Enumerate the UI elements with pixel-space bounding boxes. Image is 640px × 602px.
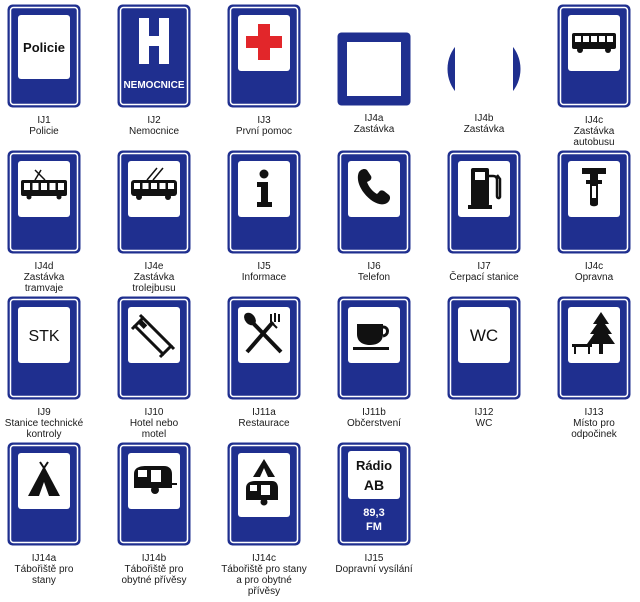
- svg-text:Rádio: Rádio: [355, 458, 393, 473]
- sign-name: Stanice technické kontroly: [4, 418, 84, 440]
- coffee-cup-icon: [337, 296, 411, 400]
- sign-code: IJ4e: [144, 261, 164, 272]
- sign-code: IJ15: [364, 553, 384, 564]
- sign-card-ij14b: [104, 442, 204, 586]
- sign-card-ij11b: [324, 296, 424, 429]
- sign-name: Občerstvení: [347, 418, 401, 429]
- bed-icon: [117, 296, 191, 400]
- sign-name: Tábořiště pro stany a pro obytné přívěsy: [221, 564, 307, 597]
- sign-name: Informace: [241, 272, 287, 283]
- sign-code: IJ14c: [252, 553, 276, 564]
- sign-card-ij14a: [0, 442, 94, 586]
- sign-code: IJ4d: [34, 261, 54, 272]
- tree-bench-icon: [557, 296, 631, 400]
- sign-name: WC: [475, 418, 493, 429]
- sign-code: IJ9: [37, 407, 51, 418]
- sign-code: IJ2: [147, 115, 161, 126]
- sign-code: IJ13: [584, 407, 604, 418]
- sign-code: IJ12: [474, 407, 494, 418]
- sign-code: IJ10: [144, 407, 164, 418]
- sign-card-ij4b: [434, 4, 534, 135]
- sign-code: IJ11a: [252, 407, 276, 418]
- sign-code: IJ4c: [584, 115, 604, 126]
- fuel-pump-icon: [447, 150, 521, 254]
- sign-card-ij4d: [0, 150, 94, 294]
- information-icon: [227, 150, 301, 254]
- sign-name: První pomoc: [235, 126, 293, 137]
- wc-text-icon: [447, 296, 521, 400]
- sign-card-ij5: [214, 150, 314, 283]
- bus-icon: [557, 4, 631, 108]
- sign-card-ij2: [104, 4, 204, 137]
- sign-card-ij1: [0, 4, 94, 137]
- sign-name: Tábořiště pro stany: [14, 564, 74, 586]
- sign-code: IJ5: [257, 261, 271, 272]
- sign-card-ij14c: [214, 442, 314, 597]
- sign-code: IJ6: [367, 261, 381, 272]
- sign-code: IJ14b: [141, 553, 167, 564]
- sign-card-ij11a: [214, 296, 314, 429]
- repair-wrench-icon: [557, 150, 631, 254]
- sign-name: Zastávka: [463, 124, 505, 135]
- sign-name: Místo pro odpočinek: [571, 418, 617, 440]
- sign-card-ij7: [434, 150, 534, 283]
- sign-name: Hotel nebo motel: [129, 418, 179, 440]
- svg-text:FM: FM: [366, 521, 382, 533]
- sign-name: Dopravní vysílání: [335, 564, 413, 575]
- sign-card-ij6: [324, 150, 424, 283]
- sign-card-ij9: [0, 296, 94, 440]
- sign-card-ij4c: [544, 150, 640, 283]
- sign-card-ij15: [324, 442, 424, 575]
- sign-name: Čerpací stanice: [449, 272, 519, 283]
- hospital-h-icon: [117, 4, 191, 108]
- sign-name: Tábořiště pro obytné přívěsy: [121, 564, 187, 586]
- svg-text:Policie: Policie: [23, 40, 65, 55]
- svg-text:STK: STK: [28, 328, 60, 345]
- sign-code: IJ4a: [364, 113, 384, 124]
- sign-card-ij4a: [324, 4, 424, 135]
- stk-text-icon: [7, 296, 81, 400]
- sign-card-ij4c: [544, 4, 640, 148]
- sign-code: IJ4b: [474, 113, 494, 124]
- sign-name: Nemocnice: [128, 126, 180, 137]
- sign-code: IJ1: [37, 115, 51, 126]
- fork-spoon-icon: [227, 296, 301, 400]
- sign-card-ij4e: [104, 150, 204, 294]
- tent-caravan-icon: [227, 442, 301, 546]
- sign-code: IJ11b: [362, 407, 386, 418]
- sign-name: Zastávka autobusu: [573, 126, 615, 148]
- sign-name: Zastávka: [353, 124, 395, 135]
- tent-icon: [7, 442, 81, 546]
- sign-code: IJ4c: [584, 261, 604, 272]
- police-text-icon: [7, 4, 81, 108]
- svg-text:AB: AB: [363, 477, 385, 493]
- stop-circle-icon: [447, 32, 521, 106]
- sign-card-ij3: [214, 4, 314, 137]
- radio-text-icon: [337, 442, 411, 546]
- sign-code: IJ14a: [31, 553, 57, 564]
- sign-card-ij13: [544, 296, 640, 440]
- stop-square-icon: [337, 32, 411, 106]
- svg-text:89,3: 89,3: [363, 507, 385, 519]
- red-cross-icon: [227, 4, 301, 108]
- svg-text:WC: WC: [469, 326, 499, 345]
- sign-code: IJ7: [477, 261, 491, 272]
- sign-card-ij10: [104, 296, 204, 440]
- svg-text:NEMOCNICE: NEMOCNICE: [123, 80, 185, 91]
- sign-name: Zastávka tramvaje: [23, 272, 65, 294]
- sign-card-ij12: [434, 296, 534, 429]
- sign-name: Zastávka trolejbusu: [132, 272, 176, 294]
- telephone-icon: [337, 150, 411, 254]
- sign-name: Telefon: [357, 272, 391, 283]
- caravan-icon: [117, 442, 191, 546]
- sign-name: Opravna: [574, 272, 614, 283]
- trolleybus-icon: [117, 150, 191, 254]
- sign-code: IJ3: [257, 115, 271, 126]
- sign-name: Restaurace: [238, 418, 290, 429]
- tram-icon: [7, 150, 81, 254]
- sign-name: Policie: [29, 126, 59, 137]
